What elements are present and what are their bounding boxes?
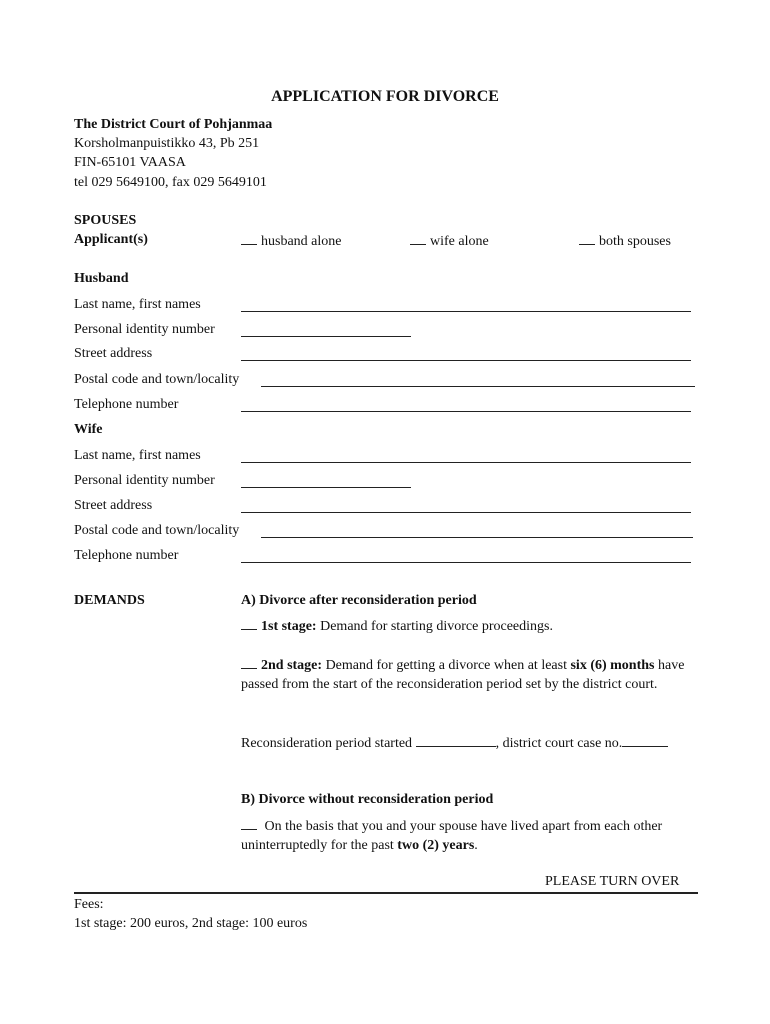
option-both-spouses[interactable]: both spouses	[579, 231, 671, 251]
page-title: APPLICATION FOR DIVORCE	[271, 88, 499, 105]
fees-label: Fees:	[74, 897, 104, 912]
applicants-label: Applicant(s)	[74, 232, 148, 247]
checkbox-blank[interactable]	[241, 816, 257, 830]
husband-street-field[interactable]	[241, 360, 691, 361]
wife-heading: Wife	[74, 422, 103, 437]
husband-phone-label: Telephone number	[74, 397, 179, 412]
husband-heading: Husband	[74, 271, 129, 286]
spouses-heading: SPOUSES	[74, 213, 137, 228]
court-name: The District Court of Pohjanmaa	[74, 117, 273, 132]
wife-phone-label: Telephone number	[74, 548, 179, 563]
option-wife-alone[interactable]: wife alone	[410, 231, 489, 251]
checkbox-blank[interactable]	[241, 231, 257, 245]
husband-id-label: Personal identity number	[74, 322, 215, 337]
wife-name-label: Last name, first names	[74, 448, 201, 463]
husband-street-label: Street address	[74, 346, 153, 361]
demand-b-option[interactable]: On the basis that you and your spouse have lived apart from each other uninterruptedly for the past two (2) years.	[241, 816, 701, 855]
wife-postal-field[interactable]	[261, 537, 693, 538]
husband-postal-field[interactable]	[261, 386, 695, 387]
wife-street-field[interactable]	[241, 512, 691, 513]
court-address: Korsholmanpuistikko 43, Pb 251	[74, 136, 260, 151]
husband-name-field[interactable]	[241, 311, 691, 312]
turn-over-note: PLEASE TURN OVER	[545, 874, 680, 889]
divider	[74, 892, 698, 894]
reconsideration-info: Reconsideration period started , district court case no.	[241, 733, 701, 753]
wife-street-label: Street address	[74, 498, 153, 513]
demand-b-heading: B) Divorce without reconsideration period	[241, 792, 494, 807]
wife-id-field[interactable]	[241, 487, 411, 488]
checkbox-blank[interactable]	[410, 231, 426, 245]
checkbox-blank[interactable]	[241, 616, 257, 630]
court-city: FIN-65101 VAASA	[74, 155, 186, 170]
stage1-option[interactable]: 1st stage: Demand for starting divorce proceedings.	[241, 616, 701, 636]
checkbox-blank[interactable]	[241, 655, 257, 669]
wife-name-field[interactable]	[241, 462, 691, 463]
reconsideration-date-field[interactable]	[416, 733, 496, 747]
husband-phone-field[interactable]	[241, 411, 691, 412]
demand-a-heading: A) Divorce after reconsideration period	[241, 593, 477, 608]
husband-name-label: Last name, first names	[74, 297, 201, 312]
husband-postal-label: Postal code and town/locality	[74, 372, 240, 387]
wife-id-label: Personal identity number	[74, 473, 215, 488]
fees-text: 1st stage: 200 euros, 2nd stage: 100 euros	[74, 916, 308, 931]
checkbox-blank[interactable]	[579, 231, 595, 245]
case-number-field[interactable]	[622, 733, 668, 747]
stage2-option[interactable]: 2nd stage: Demand for getting a divorce when at least six (6) months have passed from the start of the reconsideration period set by the district court.	[241, 655, 701, 694]
court-contact: tel 029 5649100, fax 029 5649101	[74, 175, 267, 190]
wife-phone-field[interactable]	[241, 562, 691, 563]
wife-postal-label: Postal code and town/locality	[74, 523, 240, 538]
demands-heading: DEMANDS	[74, 593, 145, 608]
husband-id-field[interactable]	[241, 336, 411, 337]
option-husband-alone[interactable]: husband alone	[241, 231, 341, 251]
